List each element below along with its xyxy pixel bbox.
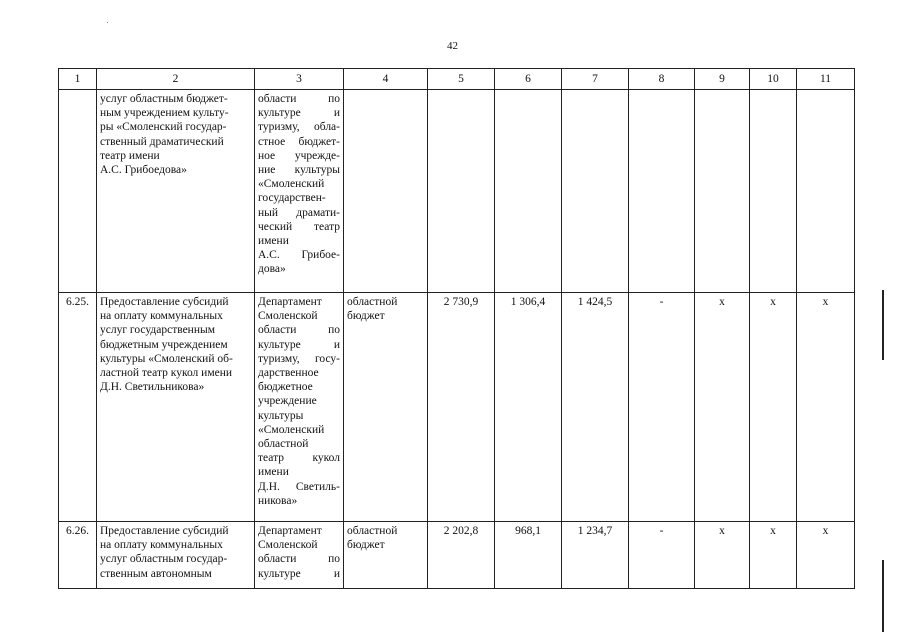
source-cell (344, 522, 428, 589)
cell-text-line: ческий театр (258, 220, 340, 233)
cell-text-line: услуг областным государ- (100, 553, 228, 566)
cell-text-line: бюджет (347, 539, 385, 552)
header-cell: 9 (695, 69, 750, 90)
cell-text-line: области по (258, 553, 340, 566)
cell-text-line: «Смоленский (258, 423, 325, 436)
executor-cell (255, 90, 344, 293)
cell-text-line: дарственное (258, 367, 319, 380)
cell-text-line: ное учрежде- (258, 149, 340, 162)
cell-text-line: ры «Смоленский государ- (100, 121, 227, 134)
col11-cell: х (797, 522, 855, 589)
cell-text-line: Смоленской (258, 539, 318, 552)
source-cell (344, 293, 428, 522)
cell-text-line: ный драмати- (258, 206, 340, 219)
col10-cell: х (750, 522, 797, 589)
row-number: 6.25. (59, 293, 97, 522)
scan-speck (107, 22, 108, 23)
cell-text-line: культуре и (258, 567, 340, 580)
cell-text-line: Смоленской (258, 310, 318, 323)
total-cell (428, 90, 495, 293)
cell-text-line: А.С. Грибое- (258, 249, 340, 262)
cell-text-line: Предоставление субсидий (100, 525, 229, 537)
cell-text-line: Департамент (258, 296, 322, 308)
cell-text-line: областной (347, 525, 398, 537)
table-row (59, 522, 855, 589)
cell-text-line: имени (258, 466, 289, 479)
cell-text-line: бюджетное (258, 381, 313, 394)
year3-cell: - (629, 293, 695, 522)
row-number (59, 90, 97, 293)
source-cell (344, 90, 428, 293)
cell-text-line: стное бюджет- (258, 135, 340, 148)
year1-cell: 1 306,4 (495, 293, 562, 522)
header-cell: 2 (97, 69, 255, 90)
cell-text-line: ным учреждением культу- (100, 107, 229, 120)
header-cell: 5 (428, 69, 495, 90)
cell-text-line: Д.Н. Светиль- (258, 480, 340, 493)
page-number: 42 (447, 40, 458, 52)
cell-text-line: услуг областным бюджет- (100, 93, 228, 105)
cell-text-line: на оплату коммунальных (100, 310, 223, 323)
description-cell (97, 90, 255, 293)
executor-cell (255, 293, 344, 522)
year2-cell (562, 90, 629, 293)
cell-text-line: ственный драматический (100, 135, 224, 148)
cell-text-line: культуры (258, 409, 304, 422)
cell-text-line: А.С. Грибоедова» (100, 164, 187, 177)
header-cell: 4 (344, 69, 428, 90)
total-cell: 2 202,8 (428, 522, 495, 589)
year3-cell (629, 90, 695, 293)
margin-bar (882, 560, 884, 632)
cell-text-line: ственным автономным (100, 567, 212, 580)
cell-text-line: ластной театр кукол имени (100, 367, 233, 380)
cell-text-line: области по (258, 324, 340, 337)
col11-cell: х (797, 293, 855, 522)
year3-cell: - (629, 522, 695, 589)
col10-cell (750, 90, 797, 293)
table-row (59, 293, 855, 522)
year2-cell: 1 234,7 (562, 522, 629, 589)
cell-text-line: Д.Н. Светильникова» (100, 381, 205, 394)
cell-text-line: имени (258, 235, 289, 248)
cell-text-line: области по (258, 93, 340, 105)
col9-cell: х (695, 293, 750, 522)
col9-cell (695, 90, 750, 293)
cell-text-line: дова» (258, 263, 286, 276)
cell-text-line: туризму, обла- (258, 121, 340, 134)
header-cell: 3 (255, 69, 344, 90)
executor-cell (255, 522, 344, 589)
cell-text-line: туризму, госу- (258, 352, 340, 365)
description-cell (97, 293, 255, 522)
year1-cell: 968,1 (495, 522, 562, 589)
cell-text-line: на оплату коммунальных (100, 539, 223, 552)
cell-text-line: театр имени (100, 149, 160, 162)
total-cell: 2 730,9 (428, 293, 495, 522)
cell-text-line: бюджет (347, 310, 385, 323)
cell-text-line: культуре и (258, 338, 340, 351)
cell-text-line: «Смоленский (258, 178, 325, 191)
cell-text-line: никова» (258, 494, 298, 507)
header-row (59, 69, 855, 90)
margin-bar (882, 290, 884, 360)
header-cell: 1 (59, 69, 97, 90)
header-cell: 11 (797, 69, 855, 90)
col10-cell: х (750, 293, 797, 522)
cell-text-line: театр кукол (258, 452, 340, 465)
cell-text-line: услуг государственным (100, 324, 215, 337)
row-number: 6.26. (59, 522, 97, 589)
col11-cell (797, 90, 855, 293)
col9-cell: х (695, 522, 750, 589)
header-cell: 7 (562, 69, 629, 90)
cell-text-line: ние культуры (258, 164, 340, 177)
description-cell (97, 522, 255, 589)
header-cell: 10 (750, 69, 797, 90)
year1-cell (495, 90, 562, 293)
cell-text-line: бюджетным учреждением (100, 338, 228, 351)
budget-table (58, 68, 855, 589)
cell-text-line: культуры «Смоленский об- (100, 352, 233, 365)
header-cell: 8 (629, 69, 695, 90)
cell-text-line: областной (258, 438, 309, 451)
cell-text-line: учреждение (258, 395, 317, 408)
header-cell: 6 (495, 69, 562, 90)
cell-text-line: Предоставление субсидий (100, 296, 229, 308)
year2-cell: 1 424,5 (562, 293, 629, 522)
cell-text-line: областной (347, 296, 398, 308)
cell-text-line: культуре и (258, 107, 340, 120)
table-row (59, 90, 855, 293)
cell-text-line: государствен- (258, 192, 326, 205)
cell-text-line: Департамент (258, 525, 322, 537)
